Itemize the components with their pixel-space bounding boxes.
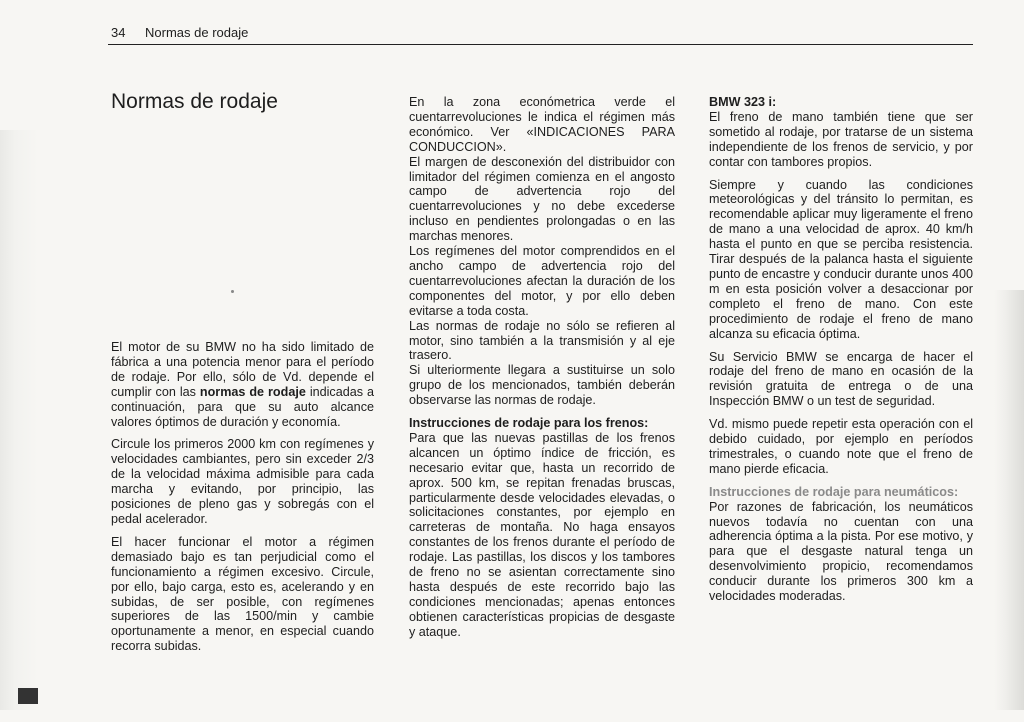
paragraph-transmission: Las normas de rodaje no sólo se refieren al motor, sino también a la transmisión y al eje trasero.	[409, 318, 675, 363]
text-column-3	[709, 95, 973, 604]
heading-bmw-323i: BMW 323 i:	[709, 95, 777, 109]
paragraph-tires: Por razones de fabricación, los neumáticos nuevos todavía no cuentan con una adherencia óptima a la pista. Por ese motivo, y para que el desgaste natural tenga un desenvolvimiento propicio, recomendamos conducir durante los primeros 300 km a velocidades moderadas.	[709, 499, 973, 604]
binding-mark	[18, 688, 38, 704]
page-header	[108, 24, 973, 45]
paragraph-handbrake: El freno de mano también tiene que ser sometido al rodaje, por tratarse de un sistema independiente de los frenos de servicio, y por contar con tambores propios.	[709, 109, 973, 169]
paragraph-intro	[111, 340, 374, 429]
page-number: 34	[111, 25, 126, 40]
paragraph-first-km: Circule los primeros 2000 km con regímenes y velocidades cambiantes, pero sin exceder 2/3 de la velocidad máxima admisible para cada marcha y evitando, por principio, las posiciones de pleno gas y sobregás con el pedal acelerador.	[111, 437, 374, 526]
print-speck	[231, 290, 234, 293]
paragraph-repeat: Vd. mismo puede repetir esta operación con el debido cuidado, por ejemplo en períodos trimestrales, o cuando note que el freno de mano pierde eficacia.	[709, 417, 973, 476]
text-column-2	[409, 95, 675, 640]
intro-text-a: El motor de su BMW no ha sido limitado de fábrica a una potencia menor para el período de rodaje. Por ello, sólo de Vd. depende el cumplir con las	[111, 340, 374, 399]
paragraph-service: Su Servicio BMW se encarga de hacer el rodaje del freno de mano en ocasión de la revisión gratuita de entrega o de una Inspección BMW o un test de seguridad.	[709, 349, 973, 409]
header-section-title: Normas de rodaje	[145, 25, 249, 40]
page-binding-shadow	[0, 130, 38, 710]
intro-text-b: indicadas a continuación, para que su auto alcance valores óptimos de duración y economía.	[111, 384, 374, 429]
paragraph-handbrake-procedure: Siempre y cuando las condiciones meteorológicas y del tránsito lo permitan, es recomendable aplicar muy ligeramente el freno de mano a una velocidad de aprox. 40 km/h hasta el punto en que se perciba resistencia. Tirar después de la palanca hasta el siguiente punto de encastre y conducir durante unos 400 m en esta posición volver a desaccionar por completo el freno de mano. Con este procedimiento de rodaje el freno de mano alcanza su eficacia óptima.	[709, 177, 973, 341]
paragraph-limiter: El margen de desconexión del distribuidor con limitador del régimen comienza en el angosto campo de advertencia rojo del cuentarrevoluciones y no debe excederse incluso en pendientes prolongadas o en las marchas menores.	[409, 154, 675, 244]
paragraph-replacement: Si ulteriormente llegara a sustituirse un solo grupo de los mencionados, también deberán observarse las normas de rodaje.	[409, 363, 675, 408]
paragraph-red-zone: Los regímenes del motor comprendidos en el ancho campo de advertencia rojo del cuentarrevoluciones afectan la duración de los componentes del motor, y por ello deben evitarse a toda costa.	[409, 244, 675, 318]
paragraph-low-rpm: El hacer funcionar el motor a régimen demasiado bajo es tan perjudicial como el funcionamiento a régimen excesivo. Circule, por ello, bajo carga, esto es, acelerando y en subidas, de ser posible, con regímenes superiores de las 1500/min y cambie oportunamente a menor, en especial cuando recorra subidas.	[111, 534, 374, 654]
page-edge-shadow	[994, 290, 1024, 710]
heading-brakes: Instrucciones de rodaje para los frenos:	[409, 416, 649, 431]
intro-bold-term: normas de rodaje	[199, 384, 306, 399]
heading-tires: Instrucciones de rodaje para neumáticos:	[709, 484, 959, 499]
paragraph-brakes: Para que las nuevas pastillas de los frenos alcancen un óptimo índice de fricción, es necesario evitar que, hasta un recorrido de aprox. 500 km, se repitan frenadas bruscas, particularmente desde velocidades elevadas, o solicitaciones constantes, por ejemplo en carreteras de montaña. No haga ensayos constantes de los frenos durante el período de rodaje. Las pastillas, los discos y los tambores de freno no se asientan correctamente sino hasta después de este recorrido bajo las condiciones mencionadas; apenas entonces obtienen características propicias de desgaste y ataque.	[409, 430, 675, 639]
page-title: Normas de rodaje	[111, 90, 278, 113]
paragraph-econ-zone: En la zona económetrica verde el cuentarrevoluciones le indica el régimen más económico. Ver «INDICACIONES PARA CONDUCCION».	[409, 95, 675, 154]
text-column-1	[111, 340, 374, 654]
